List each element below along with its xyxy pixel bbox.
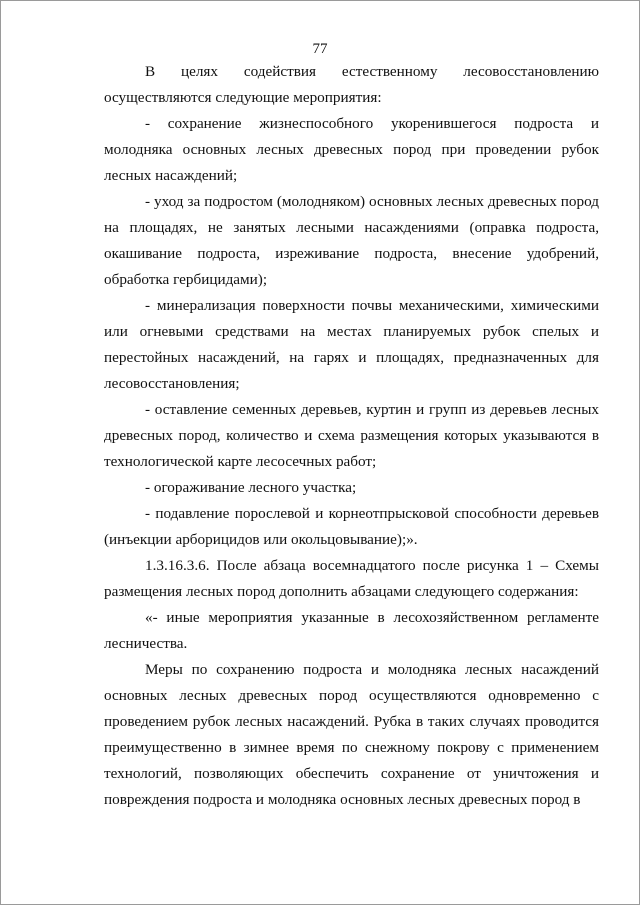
paragraph-body: Меры по сохранению подроста и молодняка лесных насаждений основных лесных древесных пород осуществляются одновременно с проведением рубок лесных насаждений. Рубка в таких случаях проводится преимущественно в зимнее время по снежному покрову с применением технологий, позволяющих обеспечить сохранение от уничтожения и повреждения подроста и молодняка основных лесных древесных пород в: [104, 661, 599, 808]
page-number: 77: [312, 41, 328, 57]
paragraph-list-item: - минерализация поверхности почвы механическими, химическими или огневыми средствами на местах планируемых рубок спелых и перестойных насаждений, на гарях и площадях, предназначенных для лесовосстановления;: [104, 297, 599, 392]
document-body: [104, 59, 599, 813]
paragraph-list-item: - уход за подростом (молодняком) основных лесных древесных пород на площадях, не занятых лесными насаждениями (оправка подроста, окашивание подроста, изреживание подроста, внесение удобрений, обработка гербицидами);: [104, 193, 599, 288]
paragraph-list-item: - огораживание лесного участка;: [145, 479, 357, 496]
paragraph-list-item: - оставление семенных деревьев, куртин и групп из деревьев лесных древесных пород, количество и схема размещения которых указываются в технологической карте лесосечных работ;: [104, 401, 599, 470]
paragraph-intro: В целях содействия естественному лесовосстановлению осуществляются следующие мероприятия:: [104, 63, 599, 106]
paragraph-list-item: - сохранение жизнеспособного укоренившегося подроста и молодняка основных лесных древесных пород при проведении рубок лесных насаждений;: [104, 115, 599, 184]
paragraph-quote-item: «- иные мероприятия указанные в лесохозяйственном регламенте лесничества.: [104, 609, 599, 652]
paragraph-list-item: - подавление порослевой и корнеотпрысковой способности деревьев (инъекции арборицидов или окольцовывание);».: [104, 505, 599, 548]
paragraph-amendment: 1.3.16.3.6. После абзаца восемнадцатого после рисунка 1 – Схемы размещения лесных пород дополнить абзацами следующего содержания:: [104, 557, 599, 600]
